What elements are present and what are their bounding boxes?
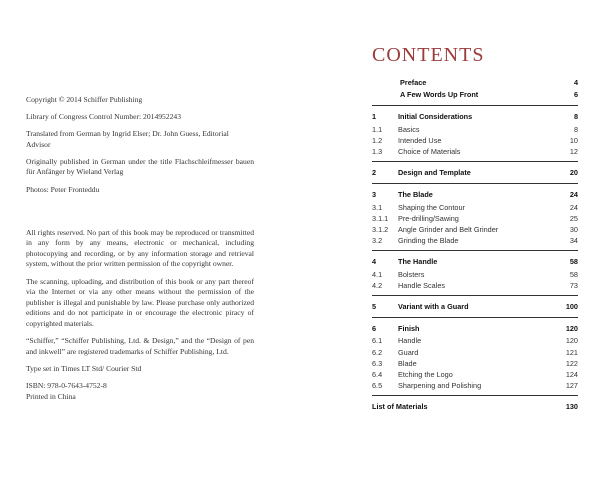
- copyright-line: Copyright © 2014 Schiffer Publishing: [26, 95, 143, 104]
- toc-page: 8: [573, 124, 578, 134]
- spacer: [26, 202, 254, 228]
- toc-chapter-heading[interactable]: [372, 301, 578, 312]
- toc-number: 1: [372, 112, 377, 122]
- toc-page: 30: [569, 225, 578, 235]
- toc-entry[interactable]: [372, 224, 578, 235]
- toc-number: 5: [372, 302, 377, 312]
- toc-number: 1.2: [372, 135, 383, 145]
- toc-number: 3.2: [372, 236, 383, 246]
- toc-entry[interactable]: [372, 235, 578, 246]
- toc-entry[interactable]: [372, 280, 578, 291]
- toc-title: Intended Use: [398, 135, 442, 145]
- toc-title: Handle: [398, 336, 422, 346]
- toc-number: 6.5: [372, 381, 383, 391]
- copyright-page: [26, 95, 254, 409]
- toc-page: 124: [565, 370, 578, 380]
- toc-entry[interactable]: [372, 135, 578, 146]
- toc-number: 6.4: [372, 370, 383, 380]
- toc-entry[interactable]: [372, 335, 578, 346]
- toc-number: 2: [372, 168, 377, 178]
- toc-page: 130: [565, 402, 578, 412]
- toc-front-matter: [372, 77, 578, 106]
- toc-page: 6: [573, 90, 578, 100]
- toc-title: Initial Considerations: [398, 112, 473, 122]
- toc-entry[interactable]: [372, 380, 578, 391]
- toc-entry[interactable]: [372, 213, 578, 224]
- toc-page: 34: [569, 236, 578, 246]
- toc-number: 3.1: [372, 202, 383, 212]
- printed-line: Printed in China: [26, 392, 76, 402]
- typeset-line: Type set in Times LT Std/ Courier Std: [26, 363, 142, 373]
- toc-page: 100: [565, 302, 578, 312]
- toc-chapter-4: [372, 256, 578, 296]
- toc-entry[interactable]: [372, 347, 578, 358]
- toc-title: Choice of Materials: [398, 147, 461, 157]
- toc-page: 20: [569, 168, 578, 178]
- toc-chapter-heading[interactable]: [372, 323, 578, 334]
- toc-number: 6.1: [372, 336, 383, 346]
- photo-credit: Photos: Peter Fronteddu: [26, 184, 100, 194]
- toc-title: Angle Grinder and Belt Grinder: [398, 225, 499, 235]
- toc-chapter-heading[interactable]: [372, 111, 578, 122]
- toc-page: 122: [565, 358, 578, 368]
- toc-page: 120: [565, 336, 578, 346]
- toc-title: Etching the Logo: [398, 370, 453, 380]
- toc-page: 24: [569, 190, 578, 200]
- toc-page: 25: [569, 213, 578, 223]
- table-of-contents: [372, 44, 578, 423]
- toc-page: 4: [573, 78, 578, 87]
- toc-title: Shaping the Contour: [398, 202, 465, 212]
- toc-chapter-heading[interactable]: [372, 189, 578, 200]
- toc-title: Bolsters: [398, 269, 425, 279]
- toc-title: Blade: [398, 358, 417, 368]
- toc-entry[interactable]: [372, 146, 578, 157]
- toc-title: Preface: [400, 78, 427, 87]
- toc-entry[interactable]: [372, 269, 578, 280]
- piracy-notice: The scanning, uploading, and distribution of this book or any part thereof via the Internet or via any other means without the permission of the publisher is illegal and punishable by law. Please purchase only authorized editions and do not participate in or encourage the electronic piracy of copyrighted materials.: [26, 276, 254, 328]
- toc-page: 24: [569, 202, 578, 212]
- toc-title: Handle Scales: [398, 280, 446, 290]
- toc-entry-front[interactable]: [372, 89, 578, 100]
- toc-entry-end[interactable]: [372, 401, 578, 412]
- toc-chapter-1: [372, 111, 578, 162]
- toc-page: 120: [565, 324, 578, 334]
- toc-number: 6.3: [372, 358, 383, 368]
- toc-title: Finish: [398, 324, 420, 334]
- toc-number: 4.2: [372, 280, 383, 290]
- isbn-line: ISBN: 978-0-7643-4752-8: [26, 380, 107, 390]
- toc-page: 58: [569, 257, 578, 267]
- toc-number: 1.3: [372, 147, 383, 157]
- toc-chapter-5: [372, 301, 578, 318]
- toc-page: 121: [565, 347, 578, 357]
- toc-page: 10: [569, 135, 578, 145]
- toc-number: 1.1: [372, 124, 383, 134]
- toc-chapter-2: [372, 167, 578, 184]
- rights-notice: All rights reserved. No part of this book may be reproduced or transmitted in any form by any means, electronic or mechanical, including photocopying and recording, or by any information storage and retrieval system, without the prior written permission of the copyright owner.: [26, 227, 254, 269]
- toc-title: Sharpening and Polishing: [398, 381, 482, 391]
- toc-number: 6.2: [372, 347, 383, 357]
- toc-chapter-heading[interactable]: [372, 167, 578, 178]
- toc-page: 127: [565, 381, 578, 391]
- toc-number: 3.1.1: [372, 213, 389, 223]
- toc-page: 8: [573, 112, 578, 122]
- toc-title: Design and Template: [398, 168, 471, 178]
- toc-chapter-heading[interactable]: [372, 256, 578, 267]
- toc-entry-front[interactable]: [372, 77, 578, 88]
- translation-credit: Translated from German by Ingrid Elser; Dr. John Guess, Editorial Advisor: [26, 129, 229, 149]
- toc-chapter-3: [372, 189, 578, 251]
- toc-number: 4.1: [372, 269, 383, 279]
- toc-entry[interactable]: [372, 369, 578, 380]
- toc-page: 12: [569, 147, 578, 157]
- toc-number: 3.1.2: [372, 225, 389, 235]
- toc-end-matter: [372, 401, 578, 417]
- toc-title: List of Materials: [372, 402, 428, 412]
- toc-number: 4: [372, 257, 377, 267]
- toc-title: Guard: [398, 347, 419, 357]
- toc-title: Pre-drilling/Sawing: [398, 213, 459, 223]
- toc-number: 6: [372, 324, 377, 334]
- toc-title: Variant with a Guard: [398, 302, 469, 312]
- trademark-notice: “Schiffer,” “Schiffer Publishing, Ltd. & Design,” and the “Design of pen and inkwell” are registered trademarks of Schiffer Publishing, Ltd.: [26, 336, 254, 356]
- toc-number: 3: [372, 190, 377, 200]
- toc-title: The Blade: [398, 190, 433, 200]
- toc-page: 73: [569, 280, 578, 290]
- contents-title: CONTENTS: [372, 44, 485, 66]
- toc-title: A Few Words Up Front: [400, 90, 479, 100]
- toc-page: 58: [569, 269, 578, 279]
- lccn-line: Library of Congress Control Number: 2014952243: [26, 112, 182, 122]
- toc-entry[interactable]: [372, 202, 578, 213]
- toc-chapter-6: [372, 323, 578, 396]
- toc-entry[interactable]: [372, 358, 578, 369]
- toc-title: The Handle: [398, 257, 438, 267]
- original-publication: Originally published in German under the title Flachschleifmesser bauen für Anfänger by Wieland Verlag: [26, 156, 254, 177]
- toc-title: Basics: [398, 124, 420, 134]
- toc-title: Grinding the Blade: [398, 236, 459, 246]
- toc-entry[interactable]: [372, 124, 578, 135]
- toc-body: [372, 77, 578, 418]
